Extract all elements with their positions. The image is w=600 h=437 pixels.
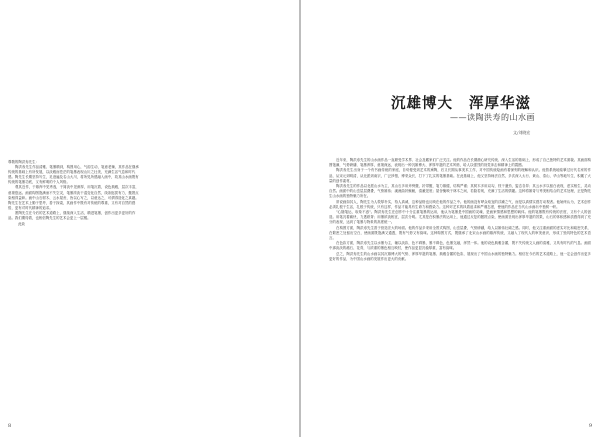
article-title-part2: 浑厚华滋 [469,95,531,112]
letter-paragraph: 观其近作，于雄浑中见秀逸，于简淡中见深厚，用笔沉着，设色典雅，层次丰富，意境悠远。画面构图饱满而不失空灵，笔墨浓淡干湿变化自然，线条挺拔有力，皴擦点染相得益彰。画中山石树木、云水屋舍，皆以心写之，以意达之，可谓得造化之真趣。陶先生在艺术上勤于思考，善于探索，其画作中既有对传统的尊重，又有对自然的感悟，更有对时代精神的追求。 [8,185,139,210]
article-paragraph: 近年来，陶洪寿先生的山水画作品一直颇受学术界、社会及藏家们广泛关注。他的作品在长期潜心研究传统、深入生活的基础上，形成了自己独特的艺术面貌。其画面构图饱满，气势磅礴，笔墨浑厚，意境深远，表现出一种沉雄博大、浑厚华滋的艺术风格，给人以强烈的视觉冲击和精神上的震撼。 [329,158,591,168]
article-paragraph: 常说画如其人，陶先生为人敦厚朴实，待人真诚，这种品格也反映在他的作品之中。他的画没有哗众取宠的浮躁之气，而是以真情实感打动观者。他始终认为，艺术创作必须扎根于生活，扎根于传统，只有这样，作品才能具有生命力和感染力。这种对艺术的执着追求和严谨态度，使他的作品在当代山水画坛中独树一帜。 [329,199,591,209]
article-title [391,92,541,113]
article-paragraph: "心随笔运，取象不惑"。陶洪寿先生在创作中十分注重笔墨的运用，他认为笔墨是中国画的灵魂，是画家情感和思想的载体。他的笔墨既有传统的法度，又有个人的创造。用笔沉着痛快，力透纸背；用墨浓淡相宜，层次分明。尤其是在积墨法的运用上，他通过反复的皴擦点染，使画面呈现出浑厚华滋的效果，山石的体积感和质感得到了充分的表现，达到了笔墨与物象的高度统一。 [329,210,591,225]
article-subtitle: ——读陶洪寿的山水画 [450,113,535,122]
article-paragraph: 在构图方面，陶洪寿先生善于营造宏大的场面。他的作品多采用全景式构图，山峦层叠，气势磅礴，给人以雄伟壮阔之感。同时，他又注重画面的虚实对比和疏密关系，在繁密之处留出空白，使画面既饱满又通透，既有气势又有韵味。这种构图方式，既继承了北宋山水画的雄浑传统，又融入了现代人的审美意识，形成了独具特色的艺术语言。 [329,225,591,241]
left-page [0,0,299,437]
article-paragraph: 总之，陶洪寿先生的山水画以其沉雄博大的气势、浑厚华滋的笔墨、典雅含蓄的色彩，展现出了中国山水画的独特魅力。相信在今后的艺术道路上，他一定会创作出更多更好的作品，为中国山水画的发展作出更大的贡献。 [329,251,591,261]
letter-paragraph: 愿陶先生在今后的艺术道路上，继续深入生活，精进笔墨，创作出更多更好的作品。我们期待着，也相信陶先生的艺术会更上一层楼。 [8,210,136,221]
right-page [301,0,600,437]
page-number-right: 9 [588,423,592,429]
letter-paragraph: 陶洪寿先生作品清雅、笔墨精到，构图用心，气韵生动，笔意老辣，其作品在继承传统的基础上有所发展，以淡雅而苍茫的笔墨表现山川之壮美，充满生活气息和时代感。陶先生长期坚持写生，足迹遍及名山大川，将所见所感融入画中，故其山水画既有传统的笔墨功底，又有鲜明的个人风格。 [8,165,139,185]
article-title-part1: 沉雄博大 [391,95,453,112]
article-body [329,158,591,262]
article-byline: 文/刘晓宏 [513,130,531,135]
article-paragraph: 陶洪寿先生的作品以北派山水为主，其山石多用斧劈皴、折带皴，笔力雄健，结构严谨；其树木多用双勾，枝干遒劲，姿态各异；其云水多以留白表现，虚实相生，灵动自然。画面中的山峦层层叠叠，气势雄伟；溪流曲折蜿蜒，清澈见底；屋舍掩映于林木之间，若隐若现，充满了生活的情趣。这种将雄奇与秀美相结合的艺术处理，正是陶先生山水画的独特魅力所在。 [329,184,591,199]
letter-salutation: 尊敬的陶洪寿先生： [8,160,39,164]
article-paragraph: 陶洪寿先生出身于一个有书画传统的家庭，自幼便受到艺术的熏陶，后又长期从事美术工作，对中国传统绘画有着深刻的理解和认识。他曾系统地临摹过历代名家的作品，从宋元到明清，从北派到南宗，广泛涉猎，博采众长，打下了扎实的笔墨基础。在此基础上，他又坚持师法自然，多次深入太行、黄山、泰山、华山等地写生，积累了大量的创作素材。 [329,168,591,183]
letter-closing: 此致 [18,222,25,227]
letter-text [8,160,142,227]
page-number-left: 8 [8,423,12,429]
article-paragraph: 在色彩方面，陶洪寿先生以水墨为主，辅以淡彩，色不碍墨，墨不碍色，色墨交融，浑然一体。他的设色典雅含蓄，既不失传统文人画的清雅，又具有时代的气息。画面中那淡淡的赭石、花青，与浓重的墨色相互映衬，使作品更显沉稳厚重，富有韵味。 [329,241,591,251]
